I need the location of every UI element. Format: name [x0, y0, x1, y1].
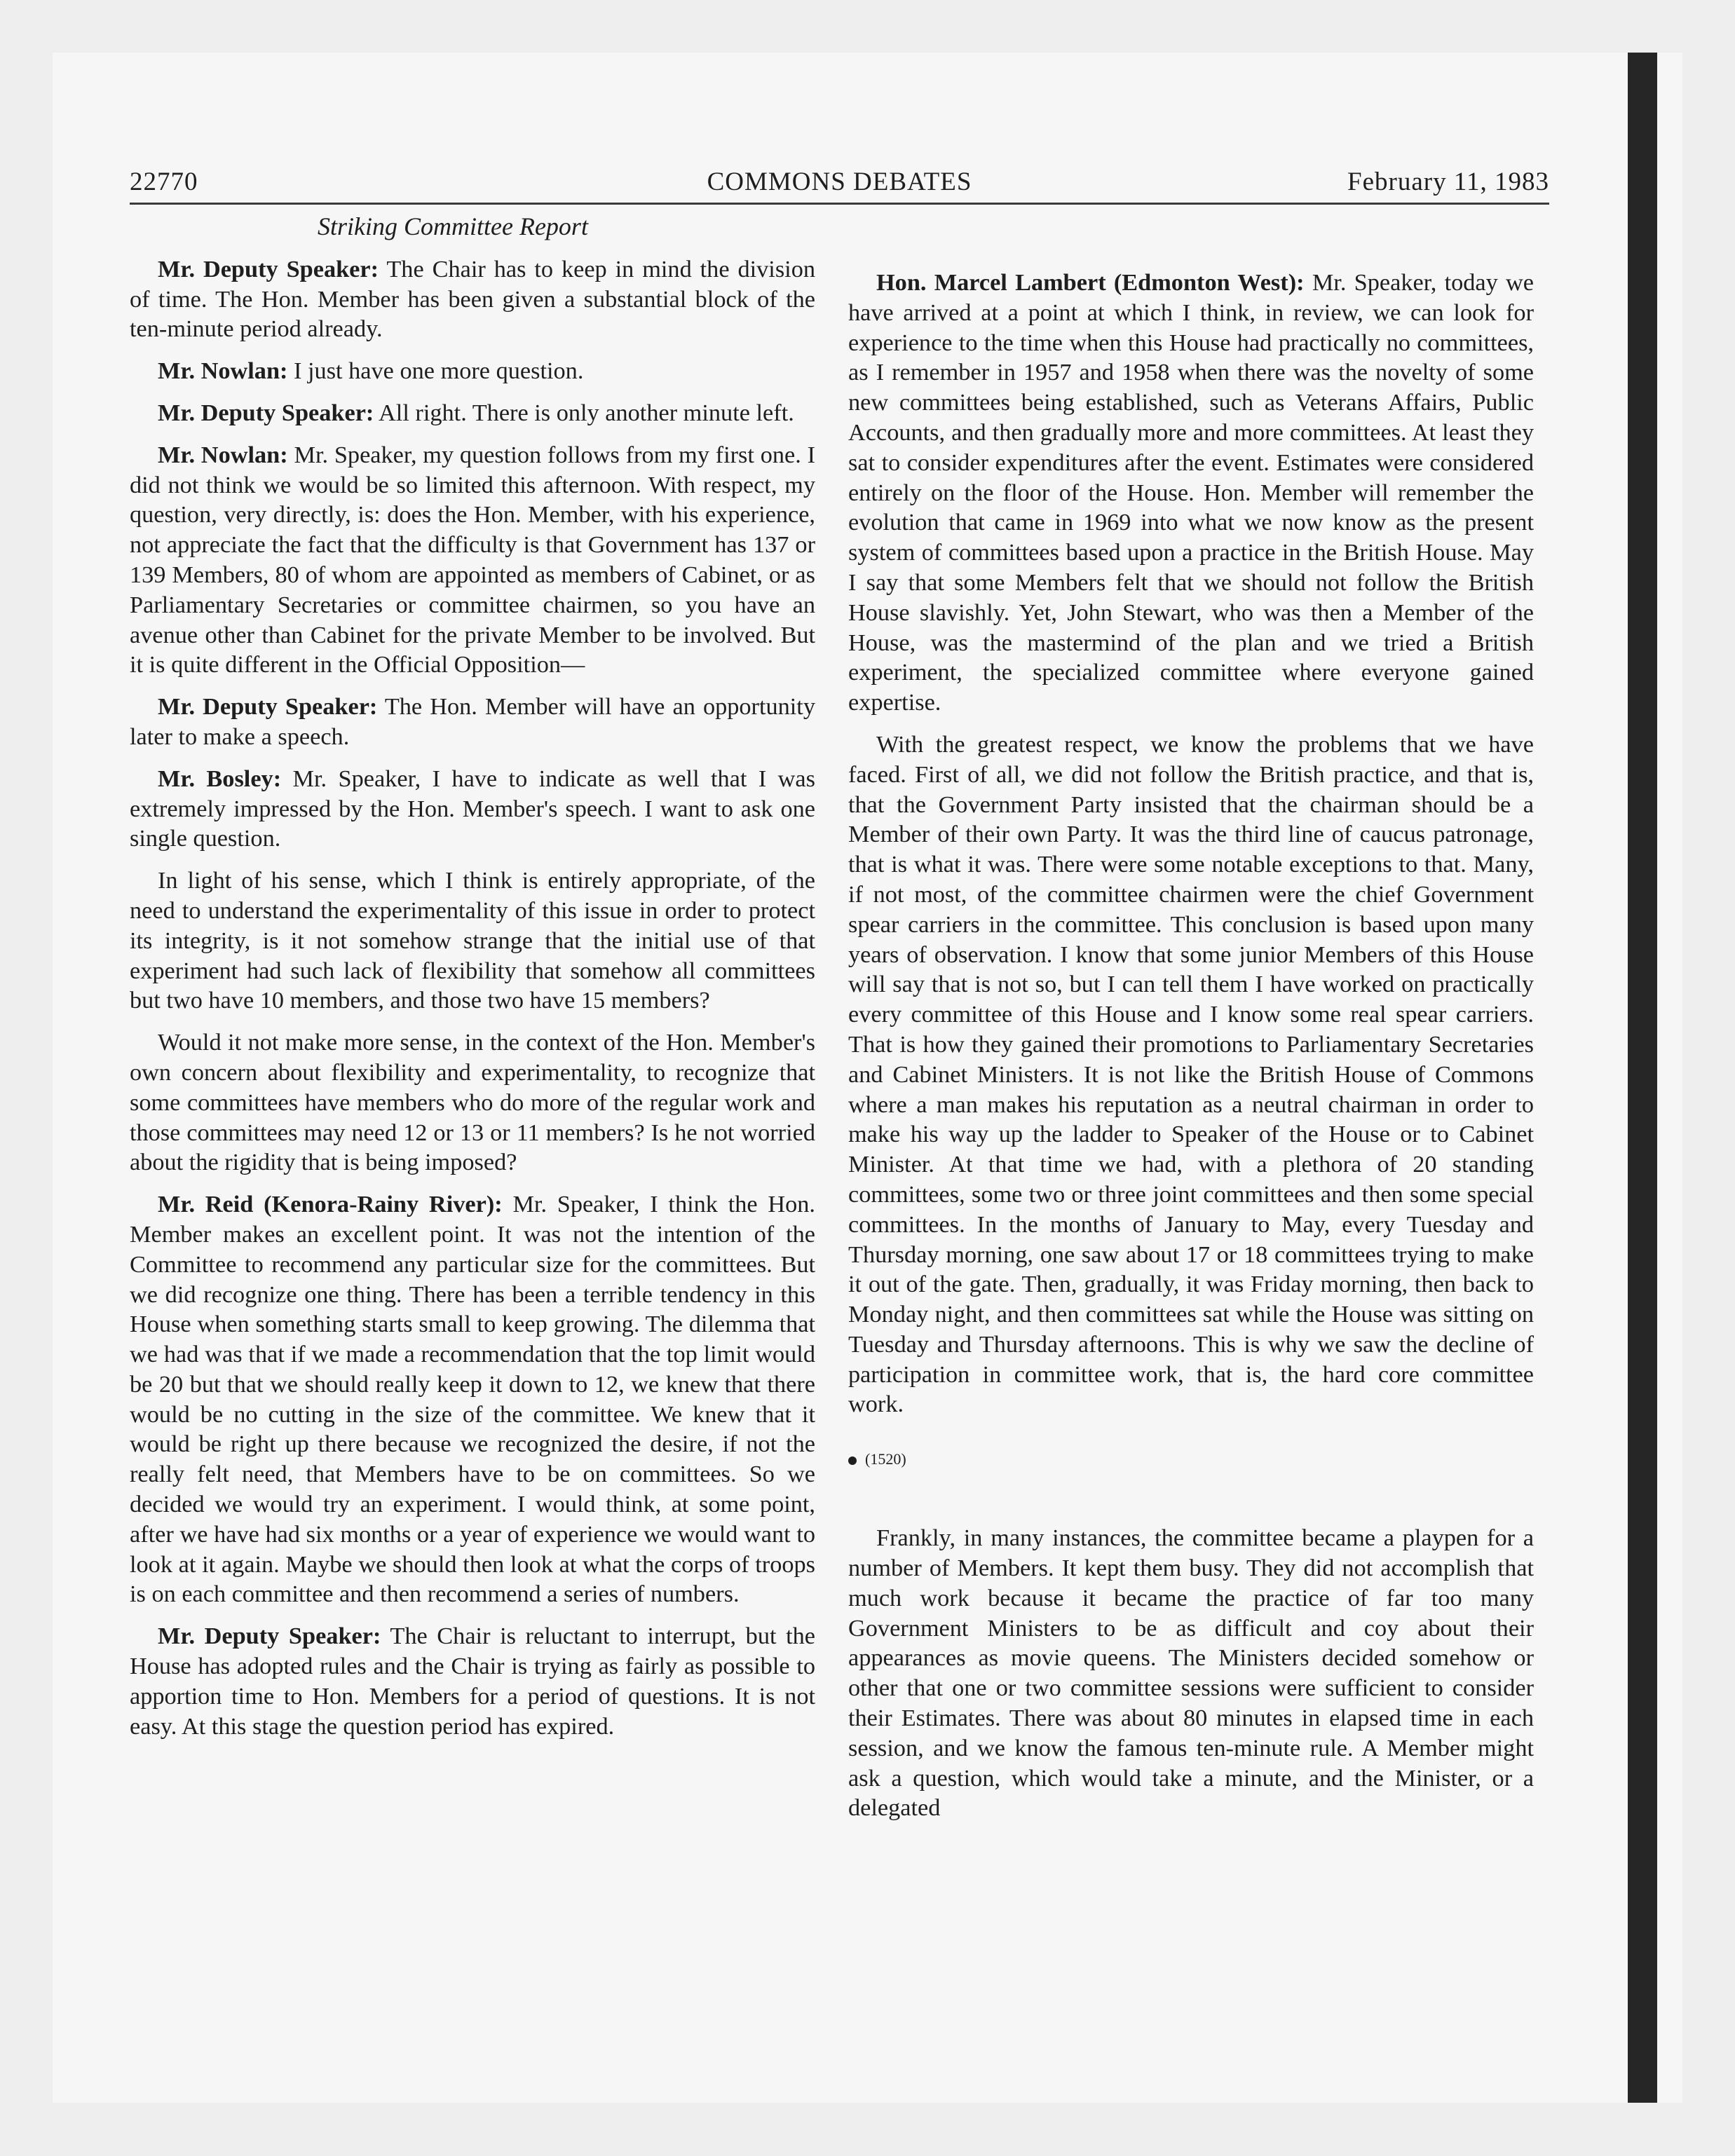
paragraph-text: Would it not make more sense, in the context of the Hon. Member's own concern about flexibility and experimentality, to recognize that some committees have members who do more of the regular work and those committees may need 12 or 13 or 11 members? Is he not worried about the rigidity that is being imposed?	[130, 1029, 815, 1176]
bullet-icon	[848, 1456, 857, 1465]
paragraph-text: Frankly, in many instances, the committee became a playpen for a number of Members. It kept them busy. They did not accomplish that much work because it became the practice of far too many Government Ministers to be as difficult and coy about their appearances as movie queens. The Ministers decided somehow or other that one or two committee sessions were sufficient to consider their Estimates. There was about 80 minutes in elapsed time in each session, and we know the famous ten-minute rule. A Member might ask a question, which would take a minute, and the Minister, or a delegated	[848, 1524, 1534, 1822]
paragraph	[130, 254, 815, 344]
paragraph-text: Mr. Speaker, I think the Hon. Member makes an excellent point. It was not the intention of the Committee to recommend any particular size for the committees. But we did recognize one thing. There has been a terrible tendency in this House when something starts small to keep growing. The dilemma that we had was that if we made a recommendation that the top limit would be 20 but that we should really keep it down to 12, we knew that there would be no cutting in the size of the committee. We knew that it would be right up there because we recognized the desire, if not the really felt need, that Members have to be on committees. So we decided we would try an experiment. I would think, at some point, after we have had six months or a year of experience we would want to look at it again. Maybe we should then look at what the corps of troops is on each committee and then recommend a series of numbers.	[130, 1191, 816, 1608]
section-heading: Striking Committee Report	[318, 212, 588, 240]
paragraph	[130, 356, 815, 386]
speaker-name: Mr. Reid (Kenora-Rainy River):	[158, 1191, 503, 1218]
right-column-paragraphs-bottom	[848, 1523, 1534, 1823]
right-column-paragraphs-top	[848, 268, 1534, 1419]
paragraph-text: The Chair is reluctant to interrupt, but the House has adopted rules and the Chair is trying as fairly as possible to apportion time to Hon. Members for a period of questions. It is not easy. At this stage the question period has expired.	[130, 1623, 815, 1740]
left-column-paragraphs	[130, 254, 815, 1742]
paragraph	[130, 1621, 815, 1741]
paragraph-text: Mr. Speaker, today we have arrived at a point at which I think, in review, we can look for experience to the time when this House had practically no committees, as I remember in 1957 and 1958 when there was the novelty of some new committees being established, such as Veterans Affairs, Public Accounts, and then gradually more and more committees. At least they sat to consider expenditures after the event. Estimates were considered entirely on the floor of the House. Hon. Member will remember the evolution that came in 1969 into what we now know as the present system of committees based upon a practice in the British House. May I say that some Members felt that we should not follow the British House slavishly. Yet, John Stewart, who was then a Member of the House, was the mastermind of the plan and we tried a British experiment, the specialized committee where everyone gained expertise.	[848, 269, 1535, 716]
paragraph	[848, 730, 1534, 1419]
paragraph-text: Mr. Speaker, my question follows from my first one. I did not think we would be so limited this afternoon. With respect, my question, very directly, is: does the Hon. Member, with his experience, not appreciate the fact that the difficulty is that Government has 137 or 139 Members, 80 of whom are appointed as members of Cabinet, or as Parliamentary Secretaries or committee chairmen, so you have an avenue other than Cabinet for the private Member to be involved. But it is quite different in the Official Opposition—	[130, 441, 816, 678]
paragraph	[130, 866, 815, 1016]
paragraph	[130, 764, 815, 854]
paragraph-text: Mr. Speaker, I have to indicate as well that I was extremely impressed by the Hon. Member's speech. I want to ask one single question.	[130, 765, 815, 852]
speaker-name: Mr. Bosley:	[158, 765, 282, 792]
left-column	[130, 212, 815, 1753]
paragraph-text: In light of his sense, which I think is entirely appropriate, of the need to understand the experimentality of this issue in order to protect its integrity, is it not somehow strange that the initial use of that experiment had such lack of flexibility that somehow all committees but two have 10 members, and those two have 15 members?	[130, 867, 815, 1014]
page-number: 22770	[130, 168, 198, 196]
speaker-name: Mr. Nowlan:	[158, 441, 288, 468]
time-marker-text: (1520)	[865, 1450, 906, 1468]
paragraph-text: I just have one more question.	[294, 357, 584, 385]
issue-date: February 11, 1983	[1347, 168, 1549, 196]
time-marker	[848, 1449, 1534, 1470]
paragraph	[848, 268, 1534, 718]
paragraph-text: With the greatest respect, we know the problems that we have faced. First of all, we did not follow the British practice, and that is, that the Government Party insisted that the chairman should be a Member of their own Party. It was the third line of caucus patronage, that is what it was. There were some notable exceptions to that. Many, if not most, of the committee chairmen were the chief Government spear carriers in the committee. This conclusion is based upon many years of observation. I know that some junior Members of this House will say that is not so, but I can tell them I have worked on practically every committee of this House and I know some real spear carriers. That is how they gained their promotions to Parliamentary Secretaries and Cabinet Ministers. It is not like the British House of Commons where a man makes his reputation as a neutral chairman in order to make his way up the ladder to Speaker of the House or to Cabinet Minister. At that time we had, with a plethora of 20 standing committees, some two or three joint committees and then some special committees. In the months of January to May, every Tuesday and Thursday morning, one saw about 17 or 18 committees trying to make it out of the gate. Then, gradually, it was Friday morning, then back to Monday night, and then committees sat while the House was sitting on Tuesday and Thursday afternoons. This is why we saw the decline of participation in committee work, that is, the hard core committee work.	[848, 730, 1534, 1418]
speaker-name: Mr. Deputy Speaker:	[158, 399, 374, 426]
binding-spine	[1628, 53, 1657, 2103]
speaker-name: Mr. Deputy Speaker:	[158, 255, 379, 282]
speaker-name: Mr. Deputy Speaker:	[158, 693, 378, 721]
speaker-name: Mr. Deputy Speaker:	[158, 1623, 381, 1650]
paragraph	[130, 1189, 815, 1609]
paragraph-text: All right. There is only another minute left.	[379, 399, 794, 426]
paragraph-text: The Hon. Member will have an opportunity later to make a speech.	[130, 693, 815, 750]
speaker-name: Hon. Marcel Lambert (Edmonton West):	[876, 269, 1305, 296]
paragraph	[130, 1028, 815, 1178]
speaker-name: Mr. Nowlan:	[158, 357, 288, 385]
paragraph	[130, 692, 815, 752]
right-column	[848, 268, 1534, 1835]
paragraph	[130, 398, 815, 428]
running-header	[130, 163, 1549, 205]
publication-title: COMMONS DEBATES	[707, 168, 972, 196]
paragraph	[130, 440, 815, 680]
paragraph-text: The Chair has to keep in mind the division of time. The Hon. Member has been given a substantial block of the ten-minute period already.	[130, 255, 815, 343]
paragraph	[848, 1523, 1534, 1823]
